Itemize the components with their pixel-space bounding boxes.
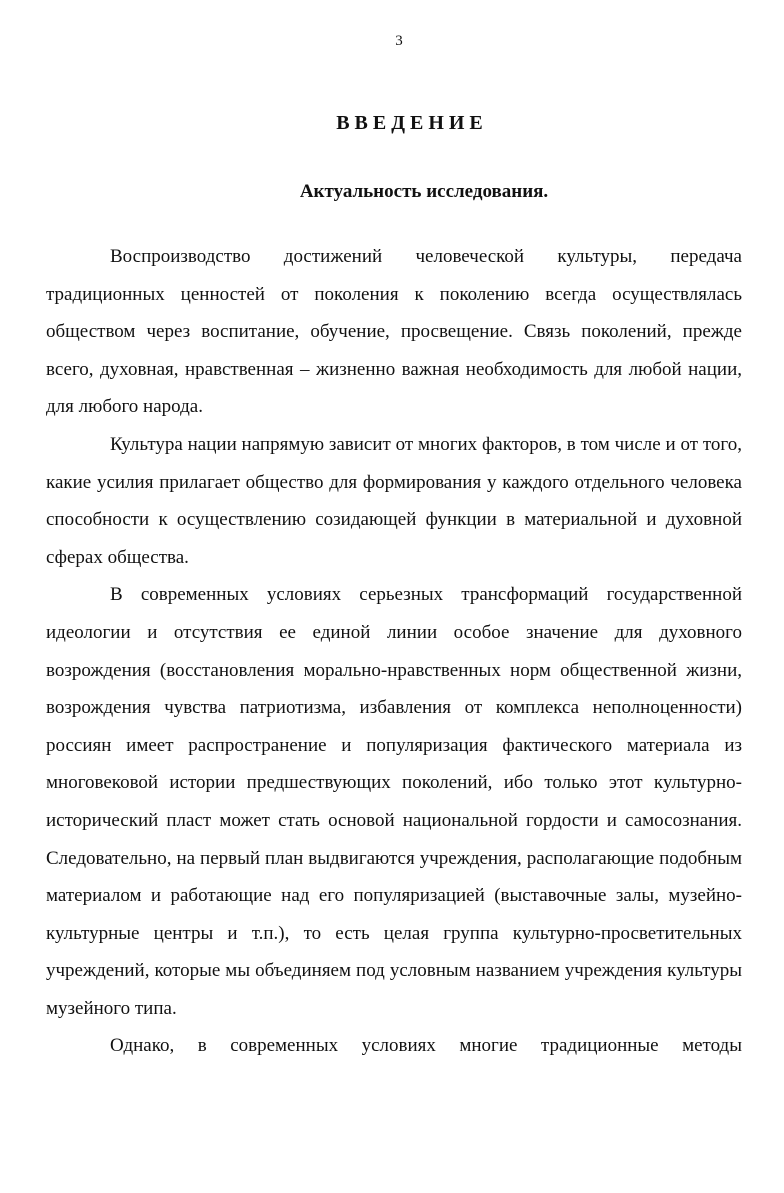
paragraph-2: Культура нации напрямую зависит от многих факторов, в том числе и от того, какие усилия прилагает общество для формирования у каждого отдельного человека способности к осуществлению созидающей функции в материальной и духовной сферах общества. xyxy=(46,433,742,568)
paragraph-3: В современных условиях серьезных трансформаций государственной идеологии и отсутствия ее единой линии особое значение для духовного возрождения (восстановления морально-нравственных норм общественной жизни, возрождения чувства патриотизма, избавления от комплекса неполноценности) россиян имеет распространение и популяризация фактического материала из многовековой истории предшествующих поколений, ибо только этот культурно-исторический пласт может стать основой национальной гордости и самосознания. Следовательно, на первый план выдвигаются учреждения, располагающие подобным материалом и работающие над его популяризацией (выставочные залы, музейно-культурные центры и т.п.), то есть целая группа культурно-просветительных учреждений, которые мы объединяем под условным названием учреждения культуры музейного типа. xyxy=(46,584,742,1019)
page-number: 3 xyxy=(395,33,403,49)
document-body xyxy=(46,238,742,1065)
paragraph-4: Однако, в современных условиях многие традиционные методы xyxy=(110,1035,742,1057)
section-title: ВВЕДЕНИЕ xyxy=(336,112,488,134)
section-subtitle: Актуальность исследования. xyxy=(299,181,549,202)
paragraph-1: Воспроизводство достижений человеческой культуры, передача традиционных ценностей от поколения к поколению всегда осуществлялась обществом через воспитание, обучение, просвещение. Связь поколений, прежде всего, духовная, нравственная – жизненно важная необходимость для любой нации, для любого народа. xyxy=(46,246,742,418)
